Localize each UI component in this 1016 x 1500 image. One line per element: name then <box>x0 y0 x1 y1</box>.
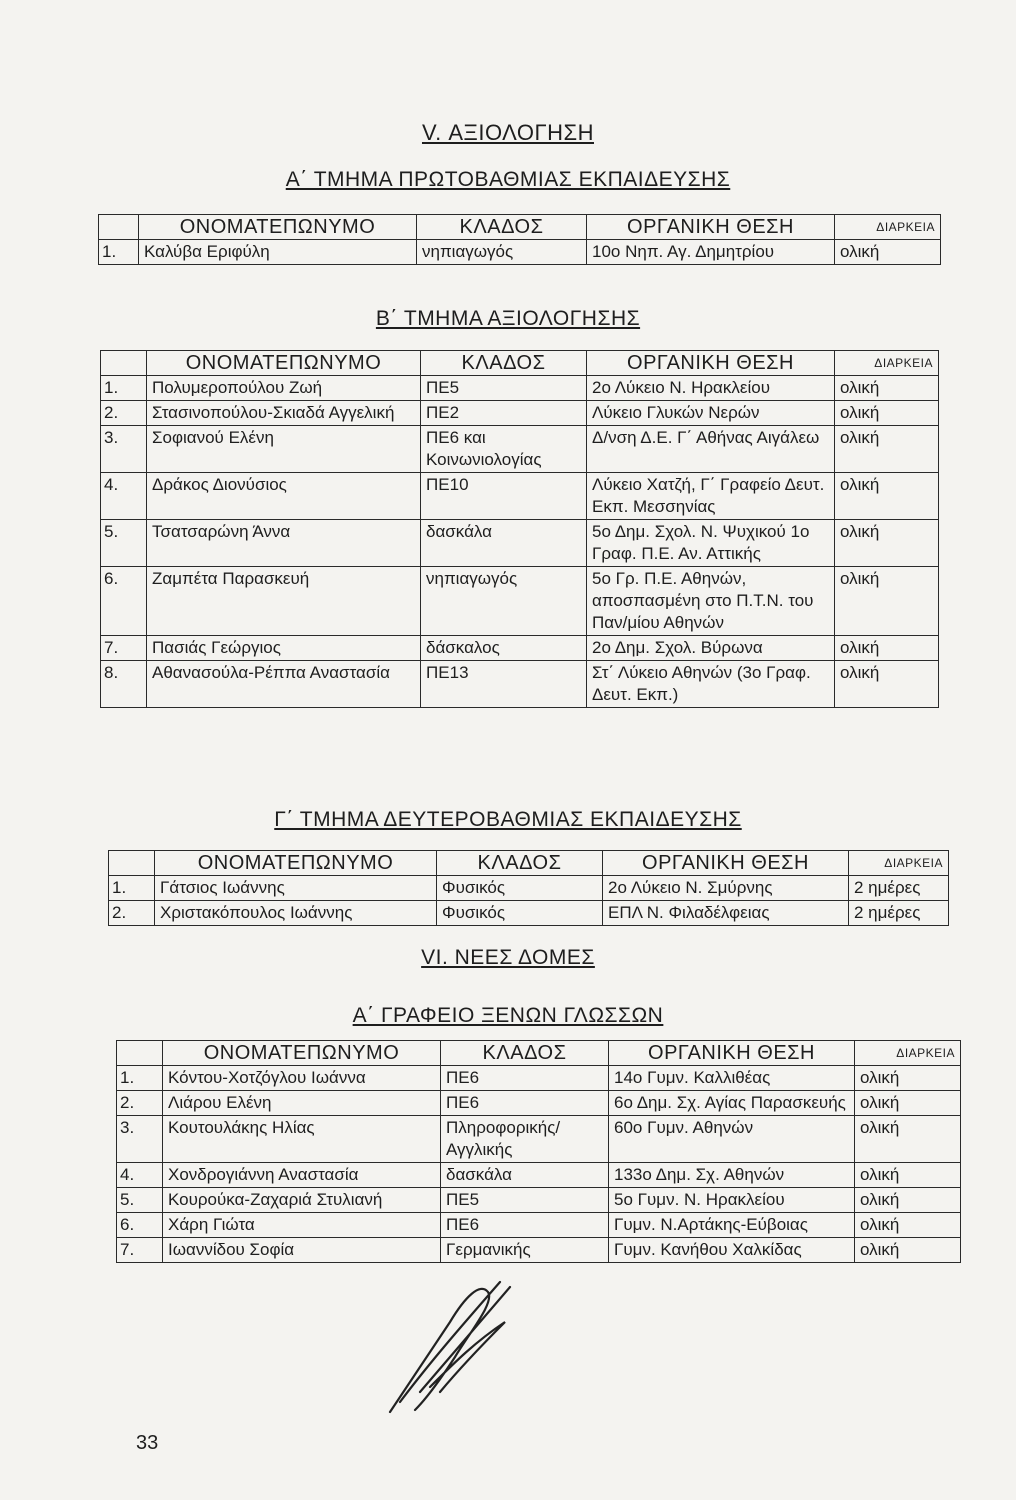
cell-duration: ολική <box>835 567 939 636</box>
header-position: ΟΡΓΑΝΙΚΗ ΘΕΣΗ <box>587 351 835 376</box>
cell-num: 7. <box>117 1238 163 1263</box>
header-name: ΟΝΟΜΑΤΕΠΩΝΥΜΟ <box>139 215 417 240</box>
cell-duration: ολική <box>855 1238 961 1263</box>
section-a-rows <box>99 240 941 265</box>
cell-name: Αθανασούλα-Ρέππα Αναστασία <box>147 661 421 708</box>
cell-duration: ολική <box>855 1213 961 1238</box>
cell-position: 2ο Δημ. Σχολ. Βύρωνα <box>587 636 835 661</box>
cell-duration: 2 ημέρες <box>849 876 949 901</box>
section-c-title: Γ΄ ΤΜΗΜΑ ΔΕΥΤΕΡΟΒΑΘΜΙΑΣ ΕΚΠΑΙΔΕΥΣΗΣ <box>274 808 742 831</box>
cell-position: 14ο Γυμν. Καλλιθέας <box>609 1066 855 1091</box>
cell-branch: ΠΕ10 <box>421 473 587 520</box>
cell-duration: ολική <box>835 473 939 520</box>
cell-num: 2. <box>101 401 147 426</box>
cell-duration: ολική <box>855 1188 961 1213</box>
section-vi-subtitle: Α΄ ΓΡΑΦΕΙΟ ΞΕΝΩΝ ΓΛΩΣΣΩΝ <box>352 1004 664 1027</box>
cell-position: Λύκειο Χατζή, Γ΄ Γραφείο Δευτ. Εκπ. Μεσσηνίας <box>587 473 835 520</box>
header-position: ΟΡΓΑΝΙΚΗ ΘΕΣΗ <box>609 1041 855 1066</box>
cell-name: Γάτσιος Ιωάννης <box>155 876 437 901</box>
cell-branch: νηπιαγωγός <box>421 567 587 636</box>
header-duration: ΔΙΑΡΚΕΙΑ <box>849 851 949 876</box>
table-row <box>99 240 941 265</box>
section-c-rows <box>109 876 949 926</box>
table-row <box>101 661 939 708</box>
cell-name: Ζαμπέτα Παρασκευή <box>147 567 421 636</box>
cell-name: Ιωαννίδου Σοφία <box>163 1238 441 1263</box>
header-duration: ΔΙΑΡΚΕΙΑ <box>835 351 939 376</box>
header-duration: ΔΙΑΡΚΕΙΑ <box>855 1041 961 1066</box>
cell-duration: 2 ημέρες <box>849 901 949 926</box>
cell-position: 60ο Γυμν. Αθηνών <box>609 1116 855 1163</box>
table-header-row <box>117 1041 961 1066</box>
table-header-row <box>99 215 941 240</box>
cell-num: 2. <box>109 901 155 926</box>
cell-position: 5ο Γυμν. Ν. Ηρακλείου <box>609 1188 855 1213</box>
table-row <box>117 1116 961 1163</box>
cell-branch: ΠΕ2 <box>421 401 587 426</box>
cell-duration: ολική <box>855 1066 961 1091</box>
table-row <box>117 1238 961 1263</box>
cell-branch: δασκάλα <box>421 520 587 567</box>
header-num <box>99 215 139 240</box>
cell-num: 6. <box>117 1213 163 1238</box>
section-b-title: Β΄ ΤΜΗΜΑ ΑΞΙΟΛΟΓΗΣΗΣ <box>375 307 641 330</box>
cell-branch: δασκάλα <box>441 1163 609 1188</box>
cell-name: Πασιάς Γεώργιος <box>147 636 421 661</box>
cell-num: 1. <box>109 876 155 901</box>
cell-num: 4. <box>101 473 147 520</box>
cell-name: Χονδρογιάννη Αναστασία <box>163 1163 441 1188</box>
header-branch: ΚΛΑΔΟΣ <box>437 851 603 876</box>
section-b-table <box>100 350 939 708</box>
header-position: ΟΡΓΑΝΙΚΗ ΘΕΣΗ <box>603 851 849 876</box>
cell-position: Λύκειο Γλυκών Νερών <box>587 401 835 426</box>
cell-num: 1. <box>99 240 139 265</box>
cell-duration: ολική <box>835 240 941 265</box>
cell-name: Χάρη Γιώτα <box>163 1213 441 1238</box>
cell-num: 2. <box>117 1091 163 1116</box>
table-header-row <box>109 851 949 876</box>
cell-name: Σοφιανού Ελένη <box>147 426 421 473</box>
cell-branch: ΠΕ6 <box>441 1066 609 1091</box>
cell-branch: ΠΕ5 <box>421 376 587 401</box>
cell-name: Χριστακόπουλος Ιωάννης <box>155 901 437 926</box>
cell-name: Κουτουλάκης Ηλίας <box>163 1116 441 1163</box>
cell-duration: ολική <box>855 1091 961 1116</box>
cell-num: 1. <box>101 376 147 401</box>
table-header-row <box>101 351 939 376</box>
cell-branch: ΠΕ6 <box>441 1091 609 1116</box>
cell-num: 3. <box>117 1116 163 1163</box>
cell-position: 6ο Δημ. Σχ. Αγίας Παρασκευής <box>609 1091 855 1116</box>
cell-duration: ολική <box>835 661 939 708</box>
cell-name: Κουρούκα-Ζαχαριά Στυλιανή <box>163 1188 441 1213</box>
cell-num: 8. <box>101 661 147 708</box>
cell-name: Κόντου-Χοτζόγλου Ιωάννα <box>163 1066 441 1091</box>
cell-position: ΕΠΛ Ν. Φιλαδέλφειας <box>603 901 849 926</box>
table-row <box>117 1066 961 1091</box>
table-row <box>101 520 939 567</box>
cell-num: 5. <box>101 520 147 567</box>
cell-duration: ολική <box>835 401 939 426</box>
cell-num: 5. <box>117 1188 163 1213</box>
cell-position: 5ο Δημ. Σχολ. Ν. Ψυχικού 1ο Γραφ. Π.Ε. Αν. Αττικής <box>587 520 835 567</box>
cell-branch: νηπιαγωγός <box>417 240 587 265</box>
cell-num: 7. <box>101 636 147 661</box>
section-b-rows <box>101 376 939 708</box>
table-row <box>117 1091 961 1116</box>
cell-name: Τσατσαρώνη Άννα <box>147 520 421 567</box>
header-position: ΟΡΓΑΝΙΚΗ ΘΕΣΗ <box>587 215 835 240</box>
cell-duration: ολική <box>835 636 939 661</box>
cell-name: Καλύβα Εριφύλη <box>139 240 417 265</box>
table-row <box>101 401 939 426</box>
cell-branch: ΠΕ6 <box>441 1213 609 1238</box>
cell-branch: ΠΕ5 <box>441 1188 609 1213</box>
header-name: ΟΝΟΜΑΤΕΠΩΝΥΜΟ <box>155 851 437 876</box>
cell-num: 1. <box>117 1066 163 1091</box>
cell-position: Δ/νση Δ.Ε. Γ΄ Αθήνας Αιγάλεω <box>587 426 835 473</box>
section-vi-table <box>116 1040 961 1263</box>
cell-duration: ολική <box>835 520 939 567</box>
cell-branch: ΠΕ6 και Κοινωνιολογίας <box>421 426 587 473</box>
section-a-title: Α΄ ΤΜΗΜΑ ΠΡΩΤΟΒΑΘΜΙΑΣ ΕΚΠΑΙΔΕΥΣΗΣ <box>285 168 731 191</box>
header-duration: ΔΙΑΡΚΕΙΑ <box>835 215 941 240</box>
signature-icon <box>370 1262 520 1422</box>
cell-branch: Φυσικός <box>437 901 603 926</box>
table-row <box>117 1188 961 1213</box>
cell-position: Στ΄ Λύκειο Αθηνών (3ο Γραφ. Δευτ. Εκπ.) <box>587 661 835 708</box>
cell-num: 6. <box>101 567 147 636</box>
page-number: 33 <box>136 1432 159 1454</box>
cell-position: 133ο Δημ. Σχ. Αθηνών <box>609 1163 855 1188</box>
header-branch: ΚΛΑΔΟΣ <box>441 1041 609 1066</box>
table-row <box>109 876 949 901</box>
cell-name: Λιάρου Ελένη <box>163 1091 441 1116</box>
table-row <box>101 473 939 520</box>
table-row <box>101 567 939 636</box>
cell-position: 2ο Λύκειο Ν. Ηρακλείου <box>587 376 835 401</box>
cell-num: 4. <box>117 1163 163 1188</box>
header-name: ΟΝΟΜΑΤΕΠΩΝΥΜΟ <box>163 1041 441 1066</box>
cell-position: Γυμν. Ν.Αρτάκης-Εύβοιας <box>609 1213 855 1238</box>
cell-branch: δάσκαλος <box>421 636 587 661</box>
cell-duration: ολική <box>855 1116 961 1163</box>
cell-name: Στασινοπούλου-Σκιαδά Αγγελική <box>147 401 421 426</box>
main-title: V. ΑΞΙΟΛΟΓΗΣΗ <box>421 120 594 145</box>
cell-branch: ΠΕ13 <box>421 661 587 708</box>
table-row <box>101 636 939 661</box>
section-vi-title: VI. ΝΕΕΣ ΔΟΜΕΣ <box>421 946 595 969</box>
table-row <box>101 376 939 401</box>
cell-position: 5ο Γρ. Π.Ε. Αθηνών, αποσπασμένη στο Π.Τ.Ν. του Παν/μίου Αθηνών <box>587 567 835 636</box>
header-branch: ΚΛΑΔΟΣ <box>421 351 587 376</box>
cell-branch: Γερμανικής <box>441 1238 609 1263</box>
header-name: ΟΝΟΜΑΤΕΠΩΝΥΜΟ <box>147 351 421 376</box>
table-row <box>109 901 949 926</box>
table-row <box>117 1163 961 1188</box>
cell-position: 10ο Νηπ. Αγ. Δημητρίου <box>587 240 835 265</box>
cell-duration: ολική <box>835 426 939 473</box>
cell-position: Γυμν. Κανήθου Χαλκίδας <box>609 1238 855 1263</box>
section-a-table <box>98 214 941 265</box>
cell-name: Πολυμεροπούλου Ζωή <box>147 376 421 401</box>
cell-duration: ολική <box>835 376 939 401</box>
section-c-table <box>108 850 949 926</box>
cell-name: Δράκος Διονύσιος <box>147 473 421 520</box>
section-vi-rows <box>117 1066 961 1263</box>
table-row <box>117 1213 961 1238</box>
cell-branch: Φυσικός <box>437 876 603 901</box>
table-row <box>101 426 939 473</box>
header-branch: ΚΛΑΔΟΣ <box>417 215 587 240</box>
cell-branch: Πληροφορικής/ Αγγλικής <box>441 1116 609 1163</box>
cell-position: 2ο Λύκειο Ν. Σμύρνης <box>603 876 849 901</box>
cell-duration: ολική <box>855 1163 961 1188</box>
cell-num: 3. <box>101 426 147 473</box>
